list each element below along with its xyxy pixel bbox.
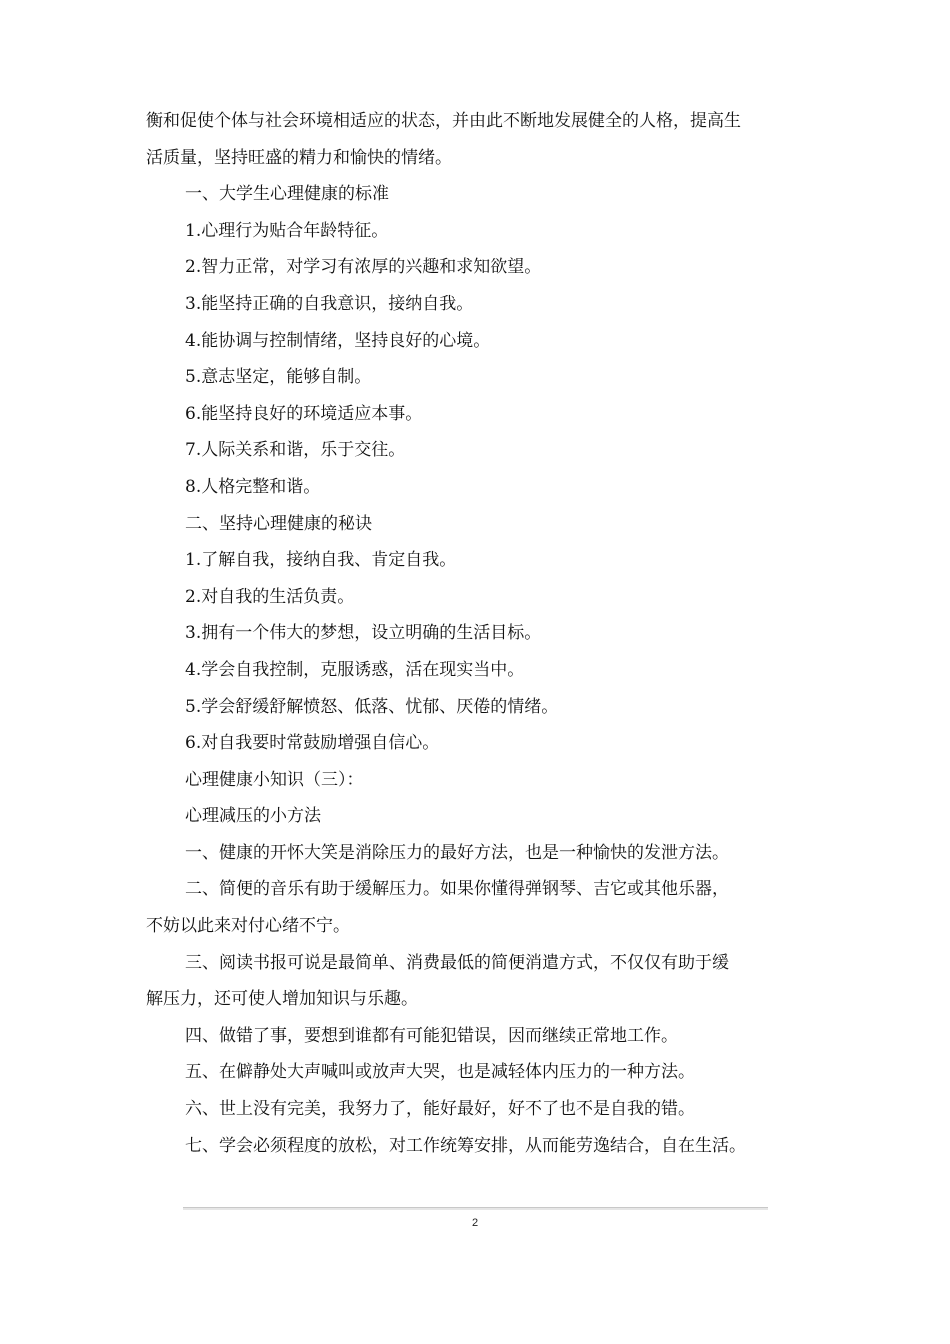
paragraph-line: 三、阅读书报可说是最简单、消费最低的简便消遣方式，不仅仅有助于缓 xyxy=(185,952,729,973)
paragraph-line: 五、在僻静处大声喊叫或放声大哭，也是减轻体内压力的一种方法。 xyxy=(185,1062,695,1083)
paragraph-line: 2.智力正常，对学习有浓厚的兴趣和求知欲望。 xyxy=(185,257,542,278)
paragraph-line: 3.能坚持正确的自我意识，接纳自我。 xyxy=(185,293,474,314)
paragraph-line: 心理减压的小方法 xyxy=(185,806,321,827)
paragraph-line: 3.拥有一个伟大的梦想，设立明确的生活目标。 xyxy=(185,623,542,644)
paragraph-line: 2.对自我的生活负责。 xyxy=(185,586,355,607)
paragraph-line: 一、健康的开怀大笑是消除压力的最好方法，也是一种愉快的发泄方法。 xyxy=(185,842,729,863)
paragraph-line: 5.意志坚定，能够自制。 xyxy=(185,367,372,388)
paragraph-line: 四、做错了事，要想到谁都有可能犯错误，因而继续正常地工作。 xyxy=(185,1025,678,1046)
paragraph-line: 一、大学生心理健康的标准 xyxy=(185,184,389,205)
paragraph-line: 6.能坚持良好的环境适应本事。 xyxy=(185,403,423,424)
paragraph-line: 七、学会必须程度的放松，对工作统筹安排，从而能劳逸结合，自在生活。 xyxy=(185,1135,746,1156)
page-number: 2 xyxy=(471,1217,479,1229)
paragraph-line: 4.能协调与控制情绪，坚持良好的心境。 xyxy=(185,330,491,351)
paragraph-line: 5.学会舒缓舒解愤怒、低落、忧郁、厌倦的情绪。 xyxy=(185,696,559,717)
paragraph-line: 1.心理行为贴合年龄特征。 xyxy=(185,220,389,241)
paragraph-line: 二、坚持心理健康的秘诀 xyxy=(185,513,372,534)
paragraph-line: 1.了解自我，接纳自我、肯定自我。 xyxy=(185,550,457,571)
paragraph-line: 活质量，坚持旺盛的精力和愉快的情绪。 xyxy=(146,147,452,168)
paragraph-line: 六、世上没有完美，我努力了，能好最好，好不了也不是自我的错。 xyxy=(185,1099,695,1120)
paragraph-line: 8.人格完整和谐。 xyxy=(185,476,321,497)
paragraph-line: 6.对自我要时常鼓励增强自信心。 xyxy=(185,733,440,754)
paragraph-line: 7.人际关系和谐，乐于交往。 xyxy=(185,440,406,461)
paragraph-line: 二、简便的音乐有助于缓解压力。如果你懂得弹钢琴、吉它或其他乐器， xyxy=(185,879,729,900)
document-body xyxy=(146,103,814,1164)
paragraph-line: 解压力，还可使人增加知识与乐趣。 xyxy=(146,989,418,1010)
paragraph-line: 心理健康小知识（三）： xyxy=(185,769,364,790)
paragraph-line: 4.学会自我控制，克服诱惑，活在现实当中。 xyxy=(185,659,525,680)
paragraph-line: 不妨以此来对付心绪不宁。 xyxy=(146,916,350,937)
footer-divider xyxy=(183,1207,768,1210)
paragraph-line: 衡和促使个体与社会环境相适应的状态，并由此不断地发展健全的人格，提高生 xyxy=(146,111,741,131)
